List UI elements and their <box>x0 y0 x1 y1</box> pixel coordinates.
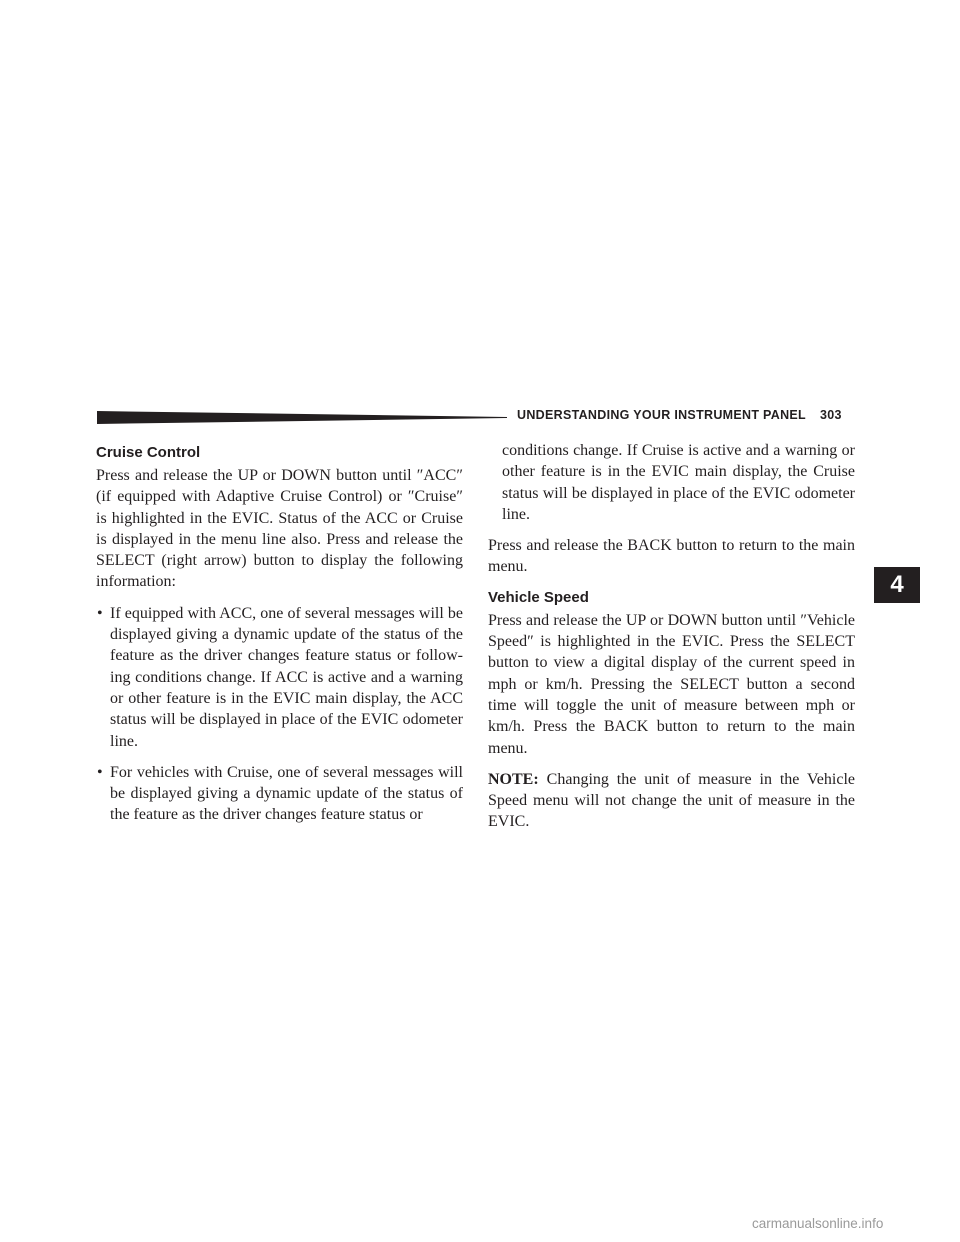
bullet-icon: • <box>97 604 103 622</box>
vehicle-speed-body: Press and release the UP or DOWN button until ″Vehicle Speed″ is highlighted in the EVIC. Press the SELECT button to view a digital display of the current speed in mph or km/h. Pressing the SELECT button a second time will toggle the unit of measure between mph or km/h. Press the BACK button to return to the main menu. <box>488 611 855 757</box>
list-item <box>96 762 463 826</box>
header-rule <box>97 411 507 424</box>
page-number: 303 <box>819 408 842 422</box>
bullet-icon: • <box>97 763 103 781</box>
bullet-text: For vehicles with Cruise, one of several messages will be displayed giving a dynamic update of the status of the feature as the driver changes feature status or <box>110 763 463 824</box>
note-text: Changing the unit of measure in the Vehicle Speed menu will not change the unit of measure in the EVIC. <box>488 770 855 831</box>
chapter-tab: 4 <box>874 567 920 603</box>
vehicle-speed-heading: Vehicle Speed <box>488 588 589 606</box>
left-column <box>96 440 463 836</box>
header-title: UNDERSTANDING YOUR INSTRUMENT PANEL <box>517 408 806 422</box>
watermark: carmanualsonline.info <box>752 1216 884 1231</box>
right-column <box>488 440 855 843</box>
running-header <box>517 408 842 422</box>
list-item <box>96 603 463 752</box>
back-instruction: Press and release the BACK button to return to the main menu. <box>488 537 855 576</box>
cruise-control-heading: Cruise Control <box>96 444 201 461</box>
note-paragraph <box>488 769 855 833</box>
bullet-continuation: conditions change. If Cruise is active and a warning or other feature is in the EVIC main display, the Cruise status will be displayed in place of the EVIC odometer line. <box>502 442 855 523</box>
bullet-text: If equipped with ACC, one of several messages will be displayed giving a dynamic update of the status of the feature as the driver changes feature status or follow-ing conditions change. If ACC is active and a warning or other feature is in the EVIC main display, the ACC status will be displayed in place of the EVIC odometer line. <box>110 604 463 750</box>
note-label: NOTE: <box>488 770 539 788</box>
cruise-control-intro: Press and release the UP or DOWN button until ″ACC″ (if equipped with Adaptive Cruise Control) or ″Cruise″ is highlighted in the EVIC. Status of the ACC or Cruise is displayed in the menu line also. Press and release the SELECT (right arrow) button to display the following information: <box>96 467 463 591</box>
